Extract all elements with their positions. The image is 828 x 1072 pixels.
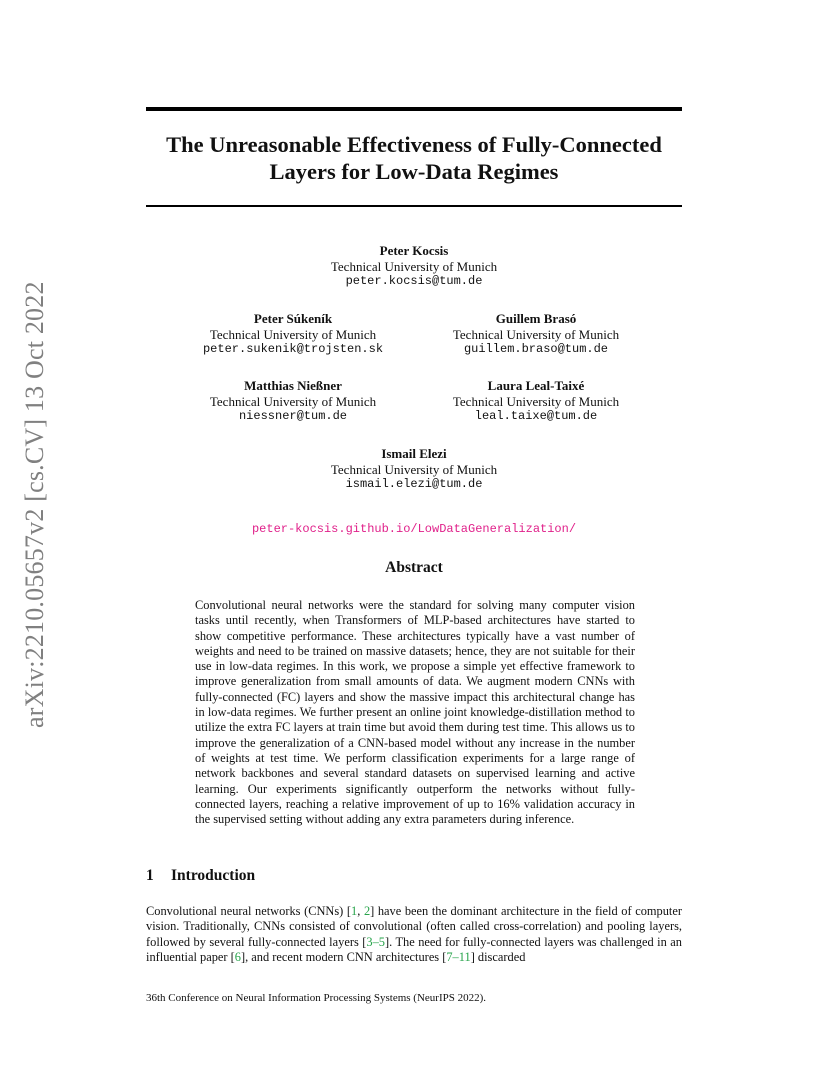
author-name: Ismail Elezi bbox=[381, 446, 447, 461]
citation-link[interactable]: 6 bbox=[234, 949, 241, 964]
author-affiliation: Technical University of Munich bbox=[452, 393, 620, 409]
author-name: Peter Kocsis bbox=[379, 243, 449, 258]
author-affiliation: Technical University of Munich bbox=[330, 258, 498, 274]
citation-link[interactable]: 7–11 bbox=[446, 949, 471, 964]
section-title: Introduction bbox=[171, 867, 256, 884]
author-name: Peter Súkeník bbox=[253, 311, 333, 326]
title-top-rule bbox=[146, 107, 682, 111]
author-name: Guillem Brasó bbox=[495, 311, 577, 326]
author-block-1 bbox=[264, 243, 564, 290]
author-name: Laura Leal-Taixé bbox=[487, 378, 585, 393]
author-block-3 bbox=[386, 311, 686, 358]
author-email[interactable]: peter.sukenik@trojsten.sk bbox=[202, 342, 384, 356]
author-email[interactable]: ismail.elezi@tum.de bbox=[345, 477, 483, 491]
author-email[interactable]: peter.kocsis@tum.de bbox=[345, 274, 483, 288]
intro-text-segment: ]. The need for fully-connected layers was challenged in an influential paper [ bbox=[146, 934, 682, 964]
project-page-link[interactable]: peter-kocsis.github.io/LowDataGeneralization/ bbox=[251, 522, 577, 536]
introduction-heading bbox=[146, 867, 255, 885]
intro-text-segment: ] have been the dominant architecture in the field of computer vision. Traditionally, CNNs consisted of convolutional (often called cross-correlation) and pooling layers, followed by several fully-connected layers [ bbox=[146, 904, 682, 949]
citation-link[interactable]: 1 bbox=[351, 904, 358, 918]
author-block-6 bbox=[264, 446, 564, 493]
author-affiliation: Technical University of Munich bbox=[209, 393, 377, 409]
conference-footer: 36th Conference on Neural Information Processing Systems (NeurIPS 2022). bbox=[146, 992, 487, 1004]
intro-text-segment: ], and recent modern CNN architectures [ bbox=[240, 949, 447, 964]
author-block-5 bbox=[386, 378, 686, 425]
section-number: 1 bbox=[146, 867, 154, 884]
paper-title: The Unreasonable Effectiveness of Fully-Connected Layers for Low-Data Regimes bbox=[166, 132, 662, 184]
author-affiliation: Technical University of Munich bbox=[452, 326, 620, 342]
abstract-text: Convolutional neural networks were the standard for solving many computer vision tasks until recently, when Transformers of MLP-based architectures have started to show competitive performance. These architectures typically have a vast number of weights and need to be trained on massive datasets; hence, they are not suitable for their use in low-data regimes. In this work, we propose a simple yet effective framework to improve generalization from small amounts of data. We augment modern CNNs with fully-connected (FC) layers and show the massive impact this architectural change has in low-data regimes. We further present an online joint knowledge-distillation method to utilize the extra FC layers at train time but avoid them during test time. This allows us to improve the generalization of a CNN-based model without any increase in the number of weights at test time. We perform classification experiments for a large range of network backbones and several standard datasets on supervised learning and active learning. Our experiments significantly outperform the networks without fully-connected layers, reaching a relative improvement of up to 16% validation accuracy in the supervised setting without adding any extra parameters during inference. bbox=[195, 598, 635, 827]
author-name: Matthias Nießner bbox=[244, 378, 342, 393]
author-email[interactable]: guillem.braso@tum.de bbox=[463, 342, 609, 356]
abstract-heading: Abstract bbox=[385, 559, 443, 576]
citation-link[interactable]: 3–5 bbox=[366, 934, 385, 949]
author-email[interactable]: leal.taixe@tum.de bbox=[474, 409, 598, 423]
arxiv-stamp: arXiv:2210.05657v2 [cs.CV] 13 Oct 2022 bbox=[20, 281, 49, 728]
author-affiliation: Technical University of Munich bbox=[209, 326, 377, 342]
intro-text-segment: ] discarded bbox=[470, 949, 526, 964]
author-email[interactable]: niessner@tum.de bbox=[238, 409, 348, 423]
citation-link[interactable]: 2 bbox=[363, 904, 371, 918]
intro-text-segment: Convolutional neural networks (CNNs) [ bbox=[146, 904, 352, 918]
title-bottom-rule bbox=[146, 205, 682, 207]
author-affiliation: Technical University of Munich bbox=[330, 461, 498, 477]
intro-text-segment: , bbox=[357, 904, 364, 918]
introduction-text bbox=[146, 904, 682, 965]
